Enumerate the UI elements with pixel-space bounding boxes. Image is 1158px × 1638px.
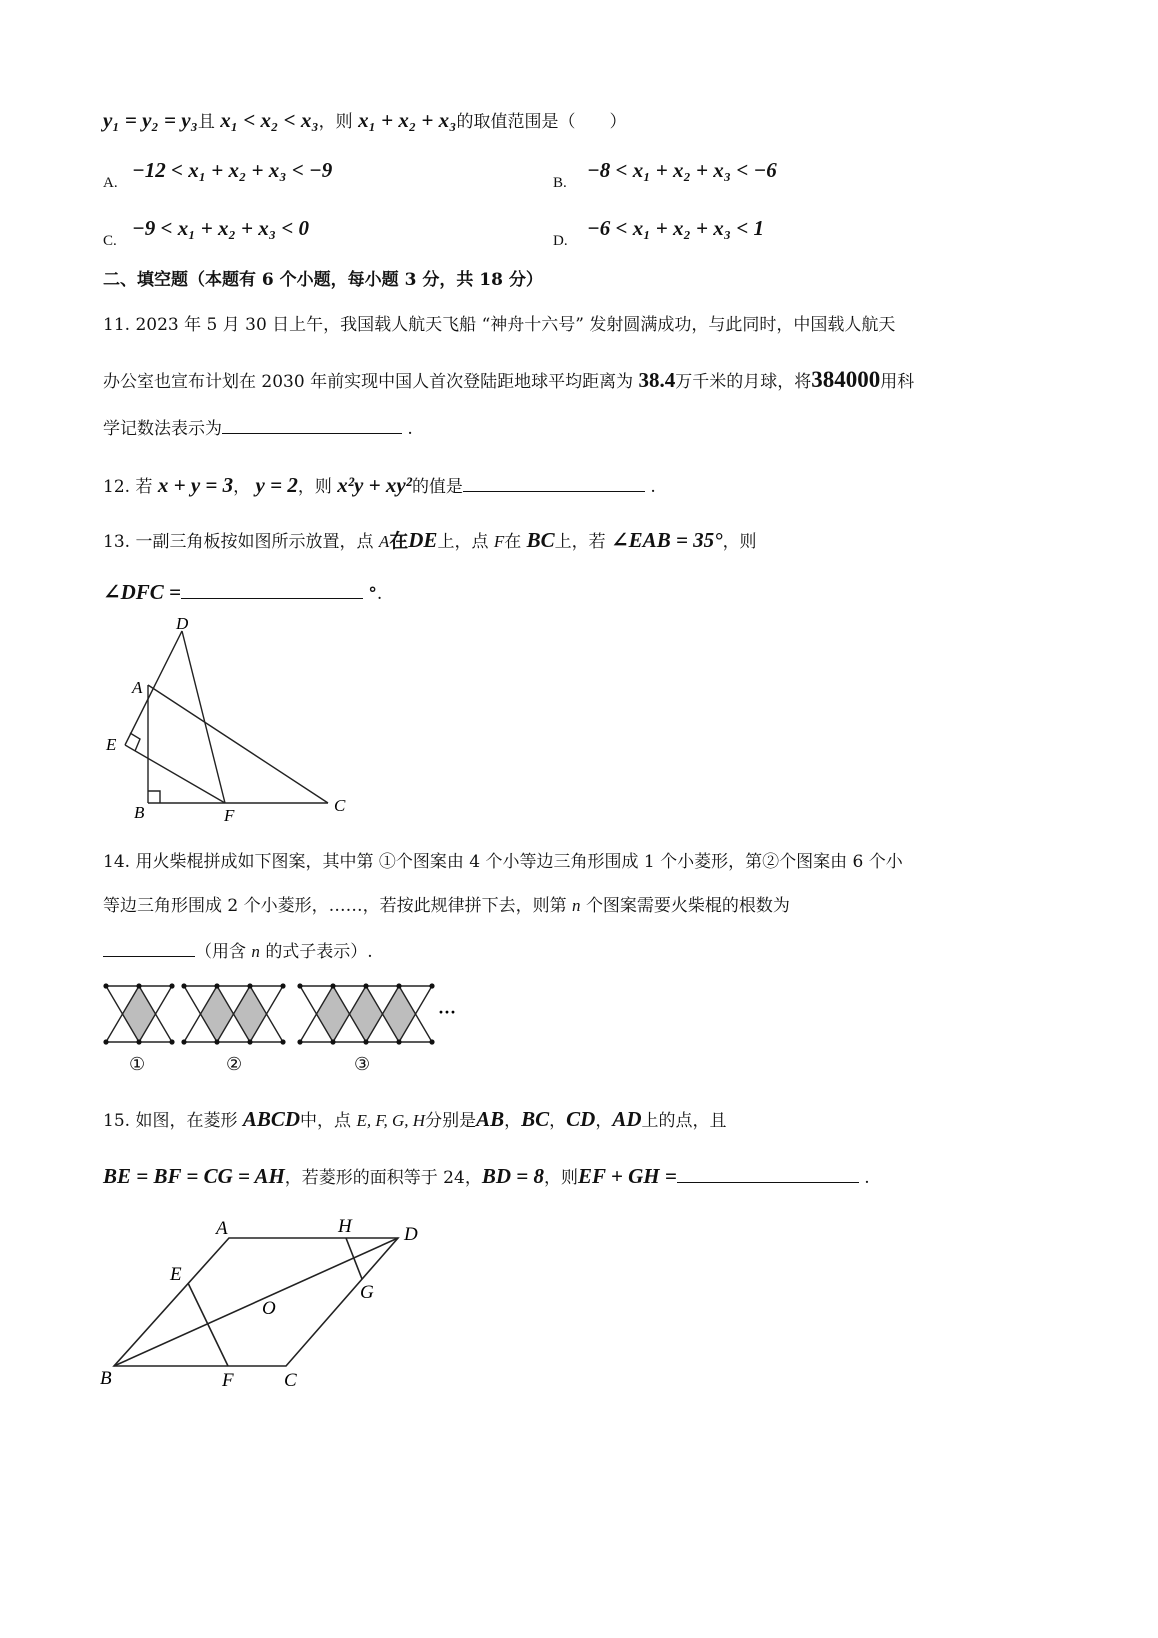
q14-vertex-dot — [169, 983, 174, 988]
q13-on2: 在 — [504, 532, 522, 552]
q12-pre: 12. 若 — [103, 477, 153, 497]
q14-rhombus-fill — [317, 986, 350, 1042]
q14-vertex-dot — [429, 1039, 434, 1044]
q14-vertex-dot — [363, 983, 368, 988]
q10-option-b-label: B. — [553, 175, 567, 191]
q15-diagonal-bd — [114, 1238, 398, 1366]
q12-eq1: x + y = 3 — [157, 473, 234, 497]
q11-line3 — [103, 415, 413, 441]
q14-vertex-dot — [169, 1039, 174, 1044]
q14-vertex-dot — [280, 1039, 285, 1044]
q13-label-d: D — [176, 614, 189, 633]
q13-label-f: F — [224, 806, 235, 825]
q13-line1 — [103, 528, 757, 554]
q15-label-f: F — [222, 1370, 234, 1391]
q15-mid3: 上的点，且 — [641, 1111, 727, 1131]
q13-label-a: A — [132, 678, 143, 697]
q14-vertex-dot — [214, 983, 219, 988]
q14-vertex-dot — [429, 983, 434, 988]
q14-rhombus-fill — [234, 986, 267, 1042]
q15-mid4: ，若菱形的面积等于 24， — [284, 1168, 482, 1188]
q14-vertex-dot — [363, 1039, 368, 1044]
q13-degree: ° — [368, 584, 377, 604]
q11-line3-text: 学记数法表示为 — [103, 419, 222, 439]
q15-label-o: O — [262, 1298, 276, 1319]
q10-cond-math1: y₁ = y₂ = y₃ — [103, 108, 198, 132]
q14-pattern-figure — [100, 980, 480, 1050]
q11-line2 — [103, 368, 914, 394]
q12-sep: ， — [233, 477, 251, 497]
q12-answer-blank[interactable] — [463, 473, 645, 492]
q11-num1: 38.4 — [638, 368, 676, 392]
q11-num2: 384000 — [811, 367, 881, 392]
q13-label-c: C — [334, 796, 346, 815]
q15-label-d: D — [404, 1224, 418, 1245]
q15-end: . — [864, 1168, 870, 1188]
q15-seg-bc: BC — [521, 1107, 550, 1131]
q11-line2b: 万千米的月球，将 — [675, 372, 812, 392]
q13-line-ef — [125, 745, 225, 803]
q12-end: . — [650, 477, 656, 497]
q14-pattern-label-3: ③ — [354, 1054, 371, 1075]
q15-figure — [98, 1212, 458, 1392]
q10-cond-text1: 且 — [197, 112, 215, 132]
q15-label-e: E — [170, 1264, 182, 1285]
q15-mid2: 分别是 — [425, 1111, 477, 1131]
q15-answer-blank[interactable] — [677, 1164, 859, 1183]
q13-right-angle-b — [148, 791, 160, 803]
q10-option-a-math: −12 < x₁ + x₂ + x₃ < −9 — [132, 158, 333, 182]
q15-label-a: A — [216, 1218, 228, 1239]
q15-label-b: B — [100, 1368, 112, 1389]
q14-line1: 14. 用火柴棍拼成如下图案，其中第 ①个图案由 4 个小等边三角形围成 1 个小菱形，第②个图案由 6 个小 — [103, 852, 903, 872]
q10-option-c-math: −9 < x₁ + x₂ + x₃ < 0 — [132, 216, 310, 240]
q10-cond-math3: x₁ + x₂ + x₃ — [358, 108, 457, 132]
q14-vertex-dot — [181, 1039, 186, 1044]
q14-line2 — [103, 894, 790, 918]
q13-angle-dfc: ∠DFC = — [103, 580, 181, 604]
q13-label-e: E — [106, 735, 117, 754]
q10-cond-text3: 的取值范围是（ ） — [456, 112, 627, 132]
section-title: 二、填空题（本题有 6 个小题，每小题 3 分，共 18 分） — [103, 270, 543, 290]
q14-pattern-label-1: ① — [129, 1054, 146, 1075]
q14-line3a: （用含 — [195, 942, 246, 962]
q12-post: 的值是 — [411, 477, 463, 497]
q15-line-hg — [346, 1238, 362, 1279]
q14-vertex-dot — [136, 1039, 141, 1044]
q15-seg-cd: CD — [566, 1107, 596, 1131]
q12-eq2: y = 2 — [255, 473, 298, 497]
q13-line-ac — [148, 685, 328, 803]
q13-pre: 13. 一副三角板按如图所示放置，点 — [103, 532, 374, 552]
q13-label-b: B — [134, 803, 145, 822]
q14-vertex-dot — [136, 983, 141, 988]
q14-rhombus-fill — [201, 986, 234, 1042]
q14-vertex-dot — [396, 983, 401, 988]
q15-line2 — [103, 1164, 870, 1190]
q14-vertex-dot — [297, 1039, 302, 1044]
q12-line — [103, 473, 656, 499]
q13-angle: ∠EAB = 35° — [611, 528, 723, 552]
q10-option-b-math: −8 < x₁ + x₂ + x₃ < −6 — [587, 158, 777, 182]
q13-point-a: A — [378, 532, 390, 551]
q10-cond-math2: x₁ < x₂ < x₃ — [220, 108, 319, 132]
q14-ellipsis: ··· — [438, 1002, 457, 1022]
q11-answer-blank[interactable] — [222, 415, 402, 434]
q15-comma2: ， — [549, 1111, 567, 1131]
q13-line2 — [103, 580, 382, 606]
q14-pattern-label-2: ② — [226, 1054, 243, 1075]
q15-label-h: H — [338, 1216, 352, 1237]
q11-line1: 11. 2023 年 5 月 30 日上午，我国载人航天飞船 “神舟十六号” 发射圆满成功，与此同时，中国载人航天 — [103, 315, 896, 335]
q10-condition-line — [103, 108, 626, 134]
q15-line-ef — [188, 1283, 228, 1366]
q13-mid2: 上，若 — [554, 532, 606, 552]
q13-seg2: BC — [526, 528, 555, 552]
q14-vertex-dot — [280, 983, 285, 988]
q13-answer-blank[interactable] — [181, 580, 363, 599]
q10-option-a-label: A. — [103, 175, 118, 191]
q13-figure — [100, 615, 360, 835]
q14-vertex-dot — [103, 983, 108, 988]
q13-seg1: DE — [408, 528, 438, 552]
q15-label-g: G — [360, 1282, 374, 1303]
q14-vertex-dot — [297, 983, 302, 988]
q14-line2a: 等边三角形围成 2 个小菱形，……，若按此规律拼下去，则第 — [103, 896, 567, 916]
q14-answer-blank[interactable] — [103, 938, 195, 957]
q14-vertex-dot — [247, 983, 252, 988]
q15-shape: ABCD — [242, 1107, 301, 1131]
q13-post: ，则 — [722, 532, 757, 552]
q14-vertex-dot — [396, 1039, 401, 1044]
q15-line1 — [103, 1107, 727, 1133]
q14-n2: n — [251, 942, 260, 961]
q13-line-df — [182, 631, 225, 803]
q10-cond-text2: ，则 — [318, 112, 353, 132]
q15-mid5: ，则 — [543, 1168, 578, 1188]
q15-eqs: BE = BF = CG = AH — [103, 1164, 285, 1188]
q14-vertex-dot — [330, 983, 335, 988]
q14-n: n — [572, 896, 581, 915]
q10-option-c-label: C. — [103, 233, 117, 249]
q13-on1: 在 — [389, 530, 409, 552]
q15-ask: EF + GH = — [577, 1164, 677, 1188]
q14-vertex-dot — [247, 1039, 252, 1044]
q14-line2b: 个图案需要火柴棍的根数为 — [585, 896, 790, 916]
q14-vertex-dot — [103, 1039, 108, 1044]
q14-rhombus-fill — [123, 986, 156, 1042]
q11-line2c: 用科 — [880, 372, 915, 392]
q15-pre: 15. 如图，在菱形 — [103, 1111, 238, 1131]
q15-comma3: ， — [595, 1111, 613, 1131]
q11-end: . — [407, 419, 413, 439]
q15-points: E, F, G, H — [356, 1111, 426, 1130]
q15-label-c: C — [284, 1370, 297, 1391]
q14-rhombus-fill — [350, 986, 383, 1042]
q12-mid: ，则 — [297, 477, 332, 497]
q15-mid1: 中，点 — [300, 1111, 352, 1131]
q11-line2a: 办公室也宣布计划在 2030 年前实现中国人首次登陆距地球平均距离为 — [103, 372, 634, 392]
q12-expr: x²y + xy² — [337, 473, 412, 497]
q15-comma1: ， — [504, 1111, 522, 1131]
q10-option-d-math: −6 < x₁ + x₂ + x₃ < 1 — [587, 216, 765, 240]
q13-end: . — [376, 584, 383, 604]
q14-line3b: 的式子表示）. — [265, 942, 373, 962]
q13-point-f: F — [493, 532, 505, 551]
q15-bd: BD = 8 — [481, 1164, 544, 1188]
q14-vertex-dot — [181, 983, 186, 988]
q14-line3 — [103, 938, 373, 964]
q15-seg-ab: AB — [476, 1107, 505, 1131]
q15-seg-ad: AD — [612, 1107, 642, 1131]
q14-vertex-dot — [330, 1039, 335, 1044]
q13-mid1: 上，点 — [437, 532, 489, 552]
q10-option-d-label: D. — [553, 233, 568, 249]
q14-rhombus-fill — [383, 986, 416, 1042]
q14-vertex-dot — [214, 1039, 219, 1044]
